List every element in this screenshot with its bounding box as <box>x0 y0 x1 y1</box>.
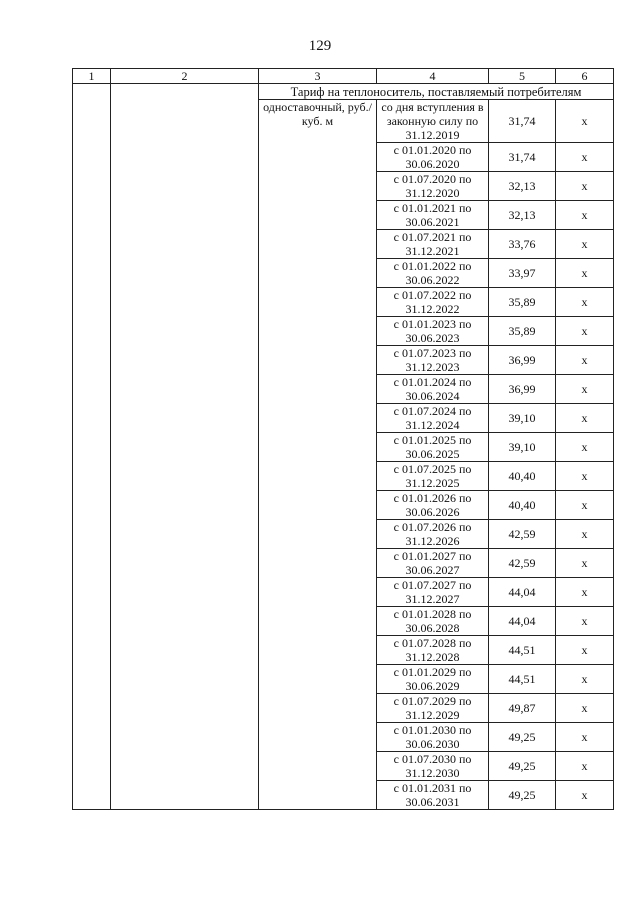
period-cell: с 01.07.2027 по 31.12.2027 <box>377 578 489 607</box>
section-title: Тариф на теплоноситель, поставляемый потребителям <box>259 84 614 100</box>
tariff-value-cell: 44,51 <box>489 636 556 665</box>
period-cell: с 01.01.2024 по 30.06.2024 <box>377 375 489 404</box>
period-cell: с 01.01.2020 по 30.06.2020 <box>377 143 489 172</box>
tariff-value-cell: 32,13 <box>489 172 556 201</box>
section-title-row <box>73 84 614 100</box>
column-6-cell: х <box>556 201 614 230</box>
period-cell: с 01.07.2022 по 31.12.2022 <box>377 288 489 317</box>
period-cell: с 01.07.2025 по 31.12.2025 <box>377 462 489 491</box>
column-6-cell: х <box>556 346 614 375</box>
column-number: 1 <box>73 69 111 84</box>
column-number: 6 <box>556 69 614 84</box>
tariff-value-cell: 49,25 <box>489 752 556 781</box>
tariff-value-cell: 44,04 <box>489 578 556 607</box>
column-6-cell: х <box>556 665 614 694</box>
tariff-value-cell: 44,51 <box>489 665 556 694</box>
period-cell: с 01.01.2022 по 30.06.2022 <box>377 259 489 288</box>
period-cell: с 01.01.2026 по 30.06.2026 <box>377 491 489 520</box>
column-6-cell: х <box>556 781 614 810</box>
column-2-cell <box>111 84 259 810</box>
column-6-cell: х <box>556 317 614 346</box>
tariff-value-cell: 49,25 <box>489 781 556 810</box>
period-cell: с 01.07.2028 по 31.12.2028 <box>377 636 489 665</box>
period-cell: с 01.07.2029 по 31.12.2029 <box>377 694 489 723</box>
column-1-cell <box>73 84 111 810</box>
tariff-value-cell: 32,13 <box>489 201 556 230</box>
column-6-cell: х <box>556 172 614 201</box>
period-cell: с 01.07.2023 по 31.12.2023 <box>377 346 489 375</box>
tariff-value-cell: 33,97 <box>489 259 556 288</box>
column-6-cell: х <box>556 723 614 752</box>
tariff-table <box>72 68 614 810</box>
period-cell: с 01.07.2021 по 31.12.2021 <box>377 230 489 259</box>
column-6-cell: х <box>556 259 614 288</box>
column-6-cell: х <box>556 404 614 433</box>
period-cell: с 01.01.2031 по 30.06.2031 <box>377 781 489 810</box>
column-6-cell: х <box>556 288 614 317</box>
tariff-value-cell: 36,99 <box>489 346 556 375</box>
column-6-cell: х <box>556 520 614 549</box>
tariff-type-cell: одноставочный, руб./куб. м <box>259 100 377 810</box>
tariff-value-cell: 44,04 <box>489 607 556 636</box>
tariff-value-cell: 36,99 <box>489 375 556 404</box>
column-6-cell: х <box>556 752 614 781</box>
period-cell: с 01.07.2030 по 31.12.2030 <box>377 752 489 781</box>
period-cell: со дня вступления в законную силу по 31.12.2019 <box>377 100 489 143</box>
column-6-cell: х <box>556 230 614 259</box>
period-cell: с 01.01.2029 по 30.06.2029 <box>377 665 489 694</box>
tariff-value-cell: 33,76 <box>489 230 556 259</box>
period-cell: с 01.07.2024 по 31.12.2024 <box>377 404 489 433</box>
tariff-value-cell: 49,87 <box>489 694 556 723</box>
column-number-row <box>73 69 614 84</box>
period-cell: с 01.01.2021 по 30.06.2021 <box>377 201 489 230</box>
tariff-value-cell: 40,40 <box>489 491 556 520</box>
period-cell: с 01.01.2028 по 30.06.2028 <box>377 607 489 636</box>
column-6-cell: х <box>556 694 614 723</box>
tariff-value-cell: 31,74 <box>489 143 556 172</box>
column-6-cell: х <box>556 375 614 404</box>
column-6-cell: х <box>556 607 614 636</box>
column-number: 3 <box>259 69 377 84</box>
column-6-cell: х <box>556 578 614 607</box>
column-6-cell: х <box>556 433 614 462</box>
period-cell: с 01.01.2027 по 30.06.2027 <box>377 549 489 578</box>
column-6-cell: х <box>556 100 614 143</box>
tariff-value-cell: 31,74 <box>489 100 556 143</box>
tariff-value-cell: 40,40 <box>489 462 556 491</box>
column-number: 5 <box>489 69 556 84</box>
tariff-value-cell: 35,89 <box>489 288 556 317</box>
tariff-value-cell: 39,10 <box>489 433 556 462</box>
column-6-cell: х <box>556 636 614 665</box>
period-cell: с 01.01.2025 по 30.06.2025 <box>377 433 489 462</box>
tariff-value-cell: 42,59 <box>489 549 556 578</box>
period-cell: с 01.07.2020 по 31.12.2020 <box>377 172 489 201</box>
column-6-cell: х <box>556 143 614 172</box>
page-number: 129 <box>308 38 332 54</box>
tariff-value-cell: 35,89 <box>489 317 556 346</box>
column-6-cell: х <box>556 549 614 578</box>
column-6-cell: х <box>556 462 614 491</box>
tariff-value-cell: 49,25 <box>489 723 556 752</box>
column-number: 4 <box>377 69 489 84</box>
tariff-value-cell: 42,59 <box>489 520 556 549</box>
column-6-cell: х <box>556 491 614 520</box>
period-cell: с 01.07.2026 по 31.12.2026 <box>377 520 489 549</box>
period-cell: с 01.01.2030 по 30.06.2030 <box>377 723 489 752</box>
tariff-value-cell: 39,10 <box>489 404 556 433</box>
column-number: 2 <box>111 69 259 84</box>
period-cell: с 01.01.2023 по 30.06.2023 <box>377 317 489 346</box>
